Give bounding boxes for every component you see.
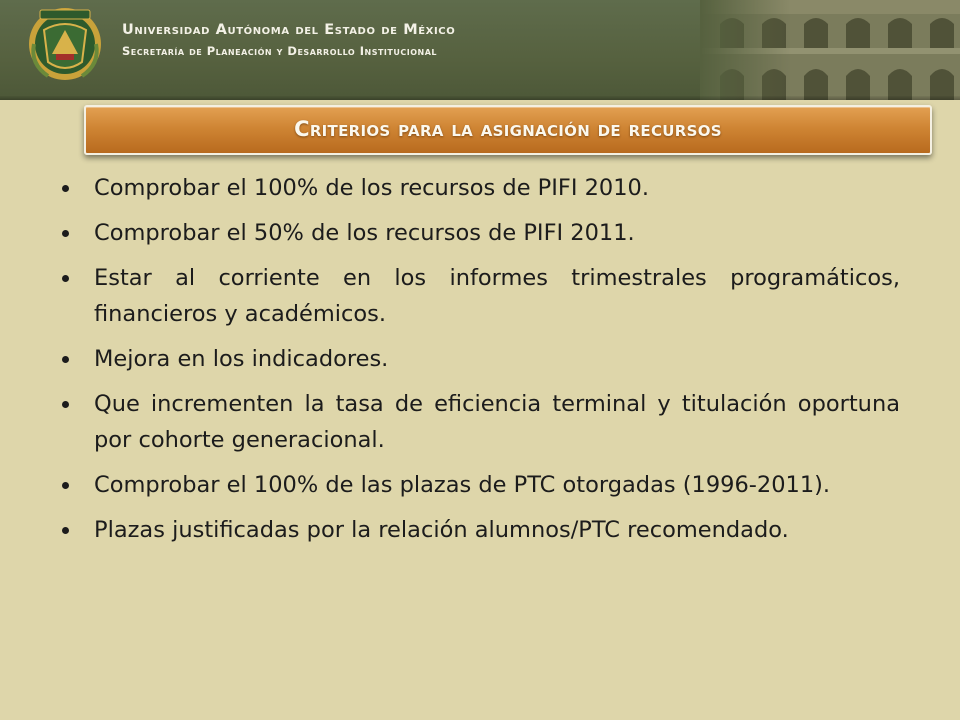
colonnade-building-photo-icon <box>700 0 960 100</box>
bullet-icon <box>62 356 69 363</box>
university-shield-emblem-icon <box>26 4 104 82</box>
university-name: Universidad Autónoma del Estado de México <box>122 22 456 38</box>
list-item <box>58 467 900 503</box>
title-ribbon <box>84 105 932 155</box>
list-item <box>58 386 900 458</box>
list-item-text: Mejora en los indicadores. <box>94 346 389 372</box>
header-titles <box>122 22 455 58</box>
list-item-text: Comprobar el 50% de los recursos de PIFI 2011. <box>94 220 635 246</box>
header-band <box>0 0 960 100</box>
slide-title: Criterios para la asignación de recursos <box>294 117 722 141</box>
bullet-icon <box>62 482 69 489</box>
bullet-icon <box>62 185 69 192</box>
secretariat-name: Secretaría de Planeación y Desarrollo Institucional <box>122 44 437 58</box>
bullet-icon <box>62 230 69 237</box>
list-item <box>58 512 900 548</box>
list-item <box>58 260 900 332</box>
bullet-icon <box>62 527 69 534</box>
list-item-text: Comprobar el 100% de las plazas de PTC otorgadas (1996-2011). <box>94 472 831 498</box>
list-item-text: Plazas justificadas por la relación alumnos/PTC recomendado. <box>94 517 789 543</box>
list-item-text: Que incrementen la tasa de eficiencia terminal y titulación oportuna por cohorte generacional. <box>94 391 900 453</box>
list-item <box>58 170 900 206</box>
bullet-icon <box>62 401 69 408</box>
list-item <box>58 341 900 377</box>
list-item-text: Estar al corriente en los informes trimestrales programáticos, financieros y académicos. <box>94 265 900 327</box>
list-item <box>58 215 900 251</box>
bullet-icon <box>62 275 69 282</box>
list-item-text: Comprobar el 100% de los recursos de PIFI 2010. <box>94 175 650 201</box>
criteria-list <box>58 170 900 557</box>
